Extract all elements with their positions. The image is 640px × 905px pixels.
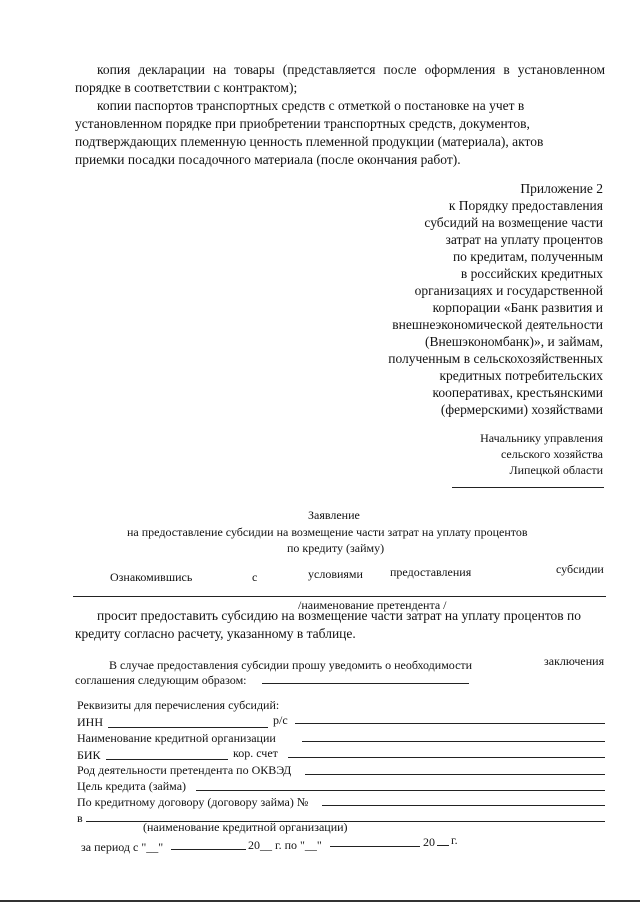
bank-name-field[interactable] [302,741,605,742]
addressee-line: сельского хозяйства [500,447,603,461]
statement-subtitle-1: на предоставление субсидии на возмещение части затрат на уплату процентов [127,525,528,539]
okved-label: Род деятельности претендента по ОКВЭД [77,763,292,777]
appendix-line: (фермерскими) хозяйствами [440,402,603,417]
notify-line-2: соглашения следующим образом: [75,673,247,687]
intro-paragraph-2-line-1: копии паспортов транспортных средств с отметкой о постановке на учет в [97,98,525,113]
appendix-line: по кредитам, полученным [452,249,603,264]
request-line-2: кредиту согласно расчету, указанному в таблице. [75,626,356,641]
intro-word-1: Ознакомившись [110,570,193,584]
rs-label: р/с [273,713,288,727]
bank-in-label: в [77,811,83,825]
applicant-name-line[interactable] [73,596,606,597]
intro-word-2: с [252,570,258,584]
period-to-month-field[interactable] [330,846,420,847]
notify-line-1: В случае предоставления субсидии прошу уведомить о необходимости [109,658,473,672]
period-prefix: за период с "__" [81,840,164,854]
appendix-line: корпорации «Банк развития и [432,300,603,315]
intro-word-4: предоставления [390,565,472,579]
bik-field[interactable] [106,759,228,760]
intro-paragraph-2-line-4: приемки посадки посадочного материала (после окончания работ). [75,152,461,167]
intro-word-5: субсидии [556,562,604,576]
notify-method-field[interactable] [262,683,469,684]
appendix-line: кредитных потребительских [439,368,603,383]
period-year-suffix: г. [451,833,458,847]
appendix-line: внешнеэкономической деятельности [392,317,603,332]
addressee-signature-line [452,487,604,488]
contract-label: По кредитному договору (договору займа) № [77,795,309,809]
kor-label: кор. счет [233,746,278,760]
intro-paragraph-2-line-2: установленном порядке при приобретении транспортных средств, документов, [75,116,530,131]
appendix-line: субсидий на возмещение части [424,215,603,230]
intro-paragraph-2-line-3: подтверждающих племенную ценность племенной продукции (материала), актов [75,134,544,149]
period-from-month-field[interactable] [171,849,246,850]
addressee-line: Липецкой области [509,463,603,477]
statement-title: Заявление [308,508,360,522]
page-bottom-edge [0,900,640,902]
addressee-line: Начальнику управления [480,431,603,445]
period-middle: 20__ г. по "__" [248,838,322,852]
purpose-field[interactable] [196,790,605,791]
appendix-block [388,180,603,418]
appendix-line: в российских кредитных [460,266,603,281]
bank-caption: (наименование кредитной организации) [143,820,348,834]
period-year-prefix: 20 [423,835,435,849]
purpose-label: Цель кредита (займа) [77,779,187,793]
appendix-line: Приложение 2 [520,181,603,196]
okved-field[interactable] [305,774,605,775]
appendix-line: (Внешэкономбанк)», и займам, [425,334,603,349]
appendix-line: кооперативах, крестьянскими [432,385,603,400]
statement-subtitle-2: по кредиту (займу) [287,541,385,555]
addressee-block [480,430,603,478]
bik-label: БИК [77,748,101,762]
inn-label: ИНН [77,715,103,729]
intro-word-3: условиями [308,567,363,581]
rs-field[interactable] [295,723,605,724]
request-line-1: просит предоставить субсидию на возмещение части затрат на уплату процентов по [97,608,582,623]
notify-line-1-right: заключения [544,654,605,668]
period-to-year-field[interactable] [437,845,449,846]
applicant-caption: /наименование претендента / [298,598,447,612]
appendix-line: к Порядку предоставления [448,198,603,213]
appendix-line: полученным в сельскохозяйственных [388,351,603,366]
contract-field[interactable] [322,805,605,806]
requisites-heading: Реквизиты для перечисления субсидий: [77,698,280,712]
appendix-line: организациях и государственной [414,283,603,298]
intro-paragraph-1: копия декларации на товары (представляется после оформления в установленном порядке в соответствии с контрактом); [75,62,605,95]
inn-field[interactable] [108,727,268,728]
bank-name-label: Наименование кредитной организации [77,731,276,745]
appendix-line: затрат на уплату процентов [445,232,603,247]
kor-field[interactable] [288,757,605,758]
